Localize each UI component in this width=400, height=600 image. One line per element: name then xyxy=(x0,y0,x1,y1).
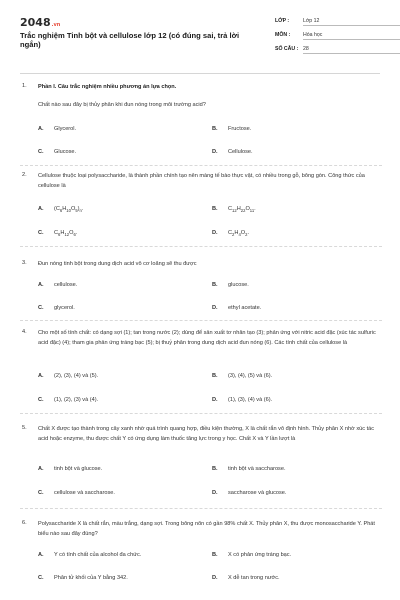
option-letter: C. xyxy=(38,230,44,236)
question-separator xyxy=(20,165,382,166)
meta-subject-row xyxy=(275,32,400,46)
option-c[interactable] xyxy=(38,490,115,496)
option-letter: A. xyxy=(38,466,44,472)
meta-count-value: 28 xyxy=(303,46,400,54)
option-a[interactable] xyxy=(38,552,141,558)
option-letter: D. xyxy=(212,397,218,403)
question-number: 2. xyxy=(22,172,27,178)
option-letter: C. xyxy=(38,305,44,311)
option-letter: D. xyxy=(212,305,218,311)
question-number: 3. xyxy=(22,260,27,266)
meta-class-row xyxy=(275,18,400,32)
option-text: Y có tính chất của alcohol đa chức. xyxy=(54,552,142,558)
question-separator xyxy=(20,508,382,509)
option-text: saccharose và glucose. xyxy=(228,490,287,496)
page-title: Trắc nghiệm Tinh bột và cellulose lớp 12 (có đúng sai, trả lời ngắn) xyxy=(20,31,240,49)
question-separator xyxy=(20,246,382,247)
option-letter: A. xyxy=(38,552,44,558)
option-c[interactable] xyxy=(38,149,76,155)
question-separator xyxy=(20,413,382,414)
option-letter: C. xyxy=(38,575,44,581)
option-c[interactable] xyxy=(38,305,75,311)
option-text: tinh bột và saccharose. xyxy=(228,466,286,472)
option-letter: D. xyxy=(212,575,218,581)
option-letter: B. xyxy=(212,126,218,132)
option-text: ethyl acetate. xyxy=(228,305,262,311)
option-text: Glucose. xyxy=(54,149,77,155)
option-text: (2), (3), (4) và (5). xyxy=(54,373,99,379)
header-divider xyxy=(20,73,380,74)
option-b[interactable] xyxy=(212,282,249,288)
option-a[interactable] xyxy=(38,466,102,472)
question-text: Chất X được tạo thành trong cây xanh nhờ quá trình quang hợp, điều kiện thường, X là chất rắn vô định hình. Thủy phân X nhờ xúc tác acid hoặc enzyme, thu được chất Y có ứng dụng làm thuốc tăng lực trong y học. Chất X và Y lần lượt là xyxy=(38,426,375,442)
meta-subject-value: Hóa học xyxy=(303,32,400,40)
option-text: tinh bột và glucose. xyxy=(54,466,103,472)
question-number: 4. xyxy=(22,329,27,335)
option-d[interactable] xyxy=(212,397,272,403)
option-text: (1), (2), (3) và (4). xyxy=(54,397,99,403)
option-letter: C. xyxy=(38,397,44,403)
option-b[interactable] xyxy=(212,552,291,558)
section-heading: Phần I. Câu trắc nghiệm nhiều phương án lựa chọn. xyxy=(38,84,177,90)
option-b[interactable] xyxy=(212,126,251,132)
option-text: $C_2H_4O_2$. xyxy=(228,230,250,238)
option-text: Cellulose. xyxy=(228,149,253,155)
site-logo[interactable] xyxy=(20,16,60,29)
option-a[interactable] xyxy=(38,206,83,213)
meta-count-row xyxy=(275,46,400,60)
question-text: Đun nóng tinh bột trong dung dịch acid vô cơ loãng sẽ thu được xyxy=(38,261,197,267)
option-b[interactable] xyxy=(212,373,272,379)
meta-info xyxy=(275,18,400,60)
meta-count-label: SỐ CÂU : xyxy=(275,46,299,52)
option-a[interactable] xyxy=(38,126,76,132)
option-text: Fructose. xyxy=(228,126,252,132)
question-number: 1. xyxy=(22,83,27,89)
document-header xyxy=(20,14,382,60)
option-b[interactable] xyxy=(212,206,256,213)
option-text: $(C_6H_{10}O_5)_n$. xyxy=(54,206,84,214)
logo-text: 2048 xyxy=(20,16,51,29)
question-number: 5. xyxy=(22,425,27,431)
option-text: X có phản ứng tráng bạc. xyxy=(228,552,292,558)
meta-class-label: LỚP : xyxy=(275,18,290,24)
option-letter: A. xyxy=(38,206,44,212)
option-d[interactable] xyxy=(212,575,280,581)
option-letter: D. xyxy=(212,490,218,496)
option-letter: A. xyxy=(38,373,44,379)
meta-class-value: Lớp 12 xyxy=(303,18,400,26)
option-a[interactable] xyxy=(38,373,98,379)
question-number: 6. xyxy=(22,520,27,526)
option-letter: C. xyxy=(38,149,44,155)
option-text: $C_{12}H_{22}O_{11}$. xyxy=(228,206,256,214)
option-text: $C_6H_{12}O_6$. xyxy=(54,230,78,238)
question-text: Cellulose thuộc loại polysaccharide, là thành phần chính tạo nên màng tế bào thực vật, có nhiều trong gỗ, bông gòn. Công thức của cellulose là xyxy=(38,173,365,189)
option-letter: A. xyxy=(38,282,44,288)
option-text: (1), (3), (4) và (6). xyxy=(228,397,273,403)
option-text: glucose. xyxy=(228,282,249,288)
question-text: Chất nào sau đây bị thủy phân khi đun nóng trong môi trường acid? xyxy=(38,102,206,108)
option-text: X dễ tan trong nước. xyxy=(228,575,280,581)
option-text: cellulose. xyxy=(54,282,78,288)
option-letter: B. xyxy=(212,206,218,212)
option-text: glycerol. xyxy=(54,305,75,311)
option-letter: A. xyxy=(38,126,44,132)
question-separator xyxy=(20,320,382,321)
question-text: Cho một số tính chất: có dạng sợi (1); tan trong nước (2); dùng để sản xuất tơ nhân tạo (3); phản ứng với nitric acid đặc (xúc tác sulfuric acid đặc) (4); tham gia phản ứng tráng bạc (5); bị thuỷ phân trong dung dịch acid đun nóng (6). Các tính chất của cellulose là xyxy=(38,330,376,346)
option-d[interactable] xyxy=(212,305,261,311)
option-text: Phân tử khối của Y bằng 342. xyxy=(54,575,128,581)
option-text: Glycerol. xyxy=(54,126,77,132)
meta-subject-label: MÔN : xyxy=(275,32,291,38)
option-letter: B. xyxy=(212,466,218,472)
option-letter: B. xyxy=(212,373,218,379)
option-b[interactable] xyxy=(212,466,286,472)
option-letter: B. xyxy=(212,282,218,288)
option-d[interactable] xyxy=(212,149,253,155)
option-c[interactable] xyxy=(38,575,128,581)
question-text: Polysaccharide X là chất rắn, màu trắng, dạng sợi. Trong bông nõn có gần 98% chất X. Thủy phân X, thu được monosaccharide Y. Phát biểu nào sau đây đúng? xyxy=(38,521,375,537)
option-letter: B. xyxy=(212,552,218,558)
option-text: cellulose và saccharose. xyxy=(54,490,115,496)
option-d[interactable] xyxy=(212,230,249,237)
option-text: (3), (4), (5) và (6). xyxy=(228,373,273,379)
option-letter: C. xyxy=(38,490,44,496)
option-letter: D. xyxy=(212,149,218,155)
option-d[interactable] xyxy=(212,490,286,496)
option-letter: D. xyxy=(212,230,218,236)
option-c[interactable] xyxy=(38,397,98,403)
option-c[interactable] xyxy=(38,230,77,237)
logo-domain: .vn xyxy=(51,22,61,28)
option-a[interactable] xyxy=(38,282,77,288)
